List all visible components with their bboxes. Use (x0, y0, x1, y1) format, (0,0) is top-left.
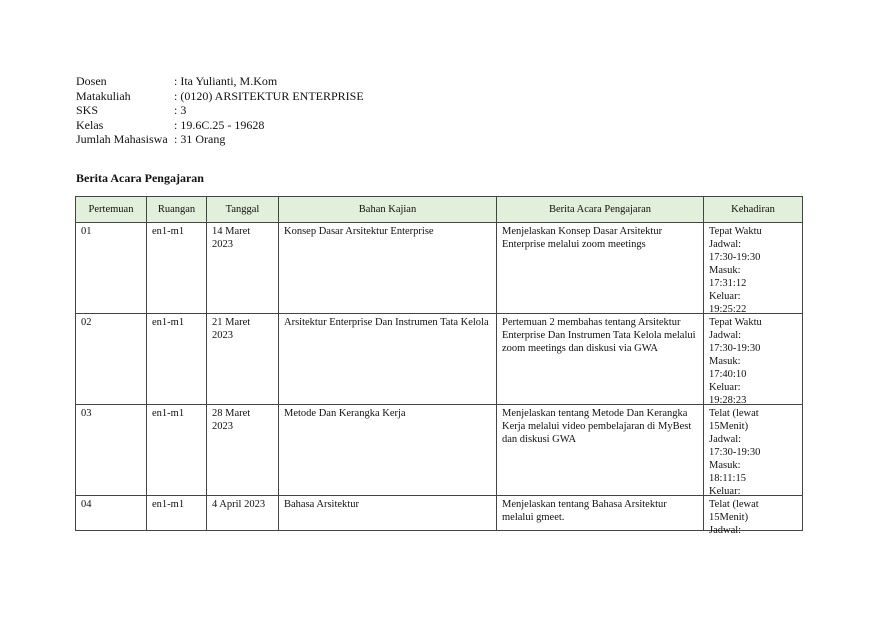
header-berita-acara: Berita Acara Pengajaran (497, 197, 704, 223)
info-label: SKS (76, 103, 99, 118)
cell-kehadiran (704, 314, 803, 405)
info-label: Kelas (76, 117, 104, 132)
cell-pertemuan: 03 (76, 405, 147, 496)
table-header-row (76, 197, 803, 223)
cell-berita-acara: Pertemuan 2 membahas tentang Arsitektur Enterprise Dan Instrumen Tata Kelola melalui zoom meetings dan diskusi via GWA (497, 314, 704, 405)
header-kehadiran: Kehadiran (704, 197, 803, 223)
cell-pertemuan: 04 (76, 496, 147, 531)
cell-pertemuan: 02 (76, 314, 147, 405)
course-info (76, 74, 364, 147)
cell-bahan-kajian: Arsitektur Enterprise Dan Instrumen Tata Kelola (279, 314, 497, 405)
cell-pertemuan: 01 (76, 223, 147, 314)
berita-acara-table (75, 196, 803, 536)
cell-berita-acara: Menjelaskan tentang Metode Dan Kerangka Kerja melalui video pembelajaran di MyBest dan diskusi GWA (497, 405, 704, 496)
cell-berita-acara: Menjelaskan tentang Bahasa Arsitektur melalui gmeet. (497, 496, 704, 531)
table-row (76, 405, 803, 496)
cell-tanggal: 4 April 2023 (207, 496, 279, 531)
info-value: : 31 Orang (174, 132, 226, 147)
cell-kehadiran (704, 496, 803, 536)
info-row-matakuliah (76, 89, 364, 104)
info-value: : 3 (174, 103, 187, 118)
cell-bahan-kajian: Metode Dan Kerangka Kerja (279, 405, 497, 496)
info-value: : 19.6C.25 - 19628 (174, 117, 265, 132)
info-label: Dosen (76, 74, 107, 88)
table-row (76, 223, 803, 314)
cell-kehadiran (704, 405, 803, 496)
section-title: Berita Acara Pengajaran (76, 171, 204, 185)
header-bahan-kajian: Bahan Kajian (279, 197, 497, 223)
cell-bahan-kajian: Bahasa Arsitektur (279, 496, 497, 531)
kehadiran-text: Telat (lewat 15Menit) Jadwal: 17:30-19:30 Masuk: 18:11:15 Keluar: (709, 408, 761, 497)
cell-ruangan: en1-m1 (147, 223, 207, 314)
info-value: : (0120) ARSITEKTUR ENTERPRISE (174, 88, 364, 103)
info-value: : Ita Yulianti, M.Kom (174, 74, 278, 88)
cell-ruangan: en1-m1 (147, 405, 207, 496)
header-pertemuan: Pertemuan (76, 197, 147, 223)
cell-berita-acara: Menjelaskan Konsep Dasar Arsitektur Enterprise melalui zoom meetings (497, 223, 704, 314)
cell-tanggal: 28 Maret 2023 (207, 405, 279, 496)
info-row-kelas (76, 118, 364, 133)
table-row (76, 496, 803, 531)
cell-tanggal: 14 Maret 2023 (207, 223, 279, 314)
info-label: Jumlah Mahasiswa (76, 132, 168, 147)
info-row-jumlah-mahasiswa (76, 132, 364, 147)
header-tanggal: Tanggal (207, 197, 279, 223)
kehadiran-text: Tepat Waktu Jadwal: 17:30-19:30 Masuk: 17:40:10 Keluar: 19:28:23 (709, 317, 762, 406)
kehadiran-text: Tepat Waktu Jadwal: 17:30-19:30 Masuk: 17:31:12 Keluar: 19:25:22 (709, 226, 762, 315)
cell-tanggal: 21 Maret 2023 (207, 314, 279, 405)
header-ruangan: Ruangan (147, 197, 207, 223)
cell-bahan-kajian: Konsep Dasar Arsitektur Enterprise (279, 223, 497, 314)
info-row-dosen (76, 74, 364, 89)
info-label: Matakuliah (76, 88, 131, 103)
table-row (76, 314, 803, 405)
info-row-sks (76, 103, 364, 118)
kehadiran-text: Telat (lewat 15Menit) Jadwal: (709, 499, 759, 536)
cell-kehadiran (704, 223, 803, 314)
cell-ruangan: en1-m1 (147, 496, 207, 531)
cell-ruangan: en1-m1 (147, 314, 207, 405)
